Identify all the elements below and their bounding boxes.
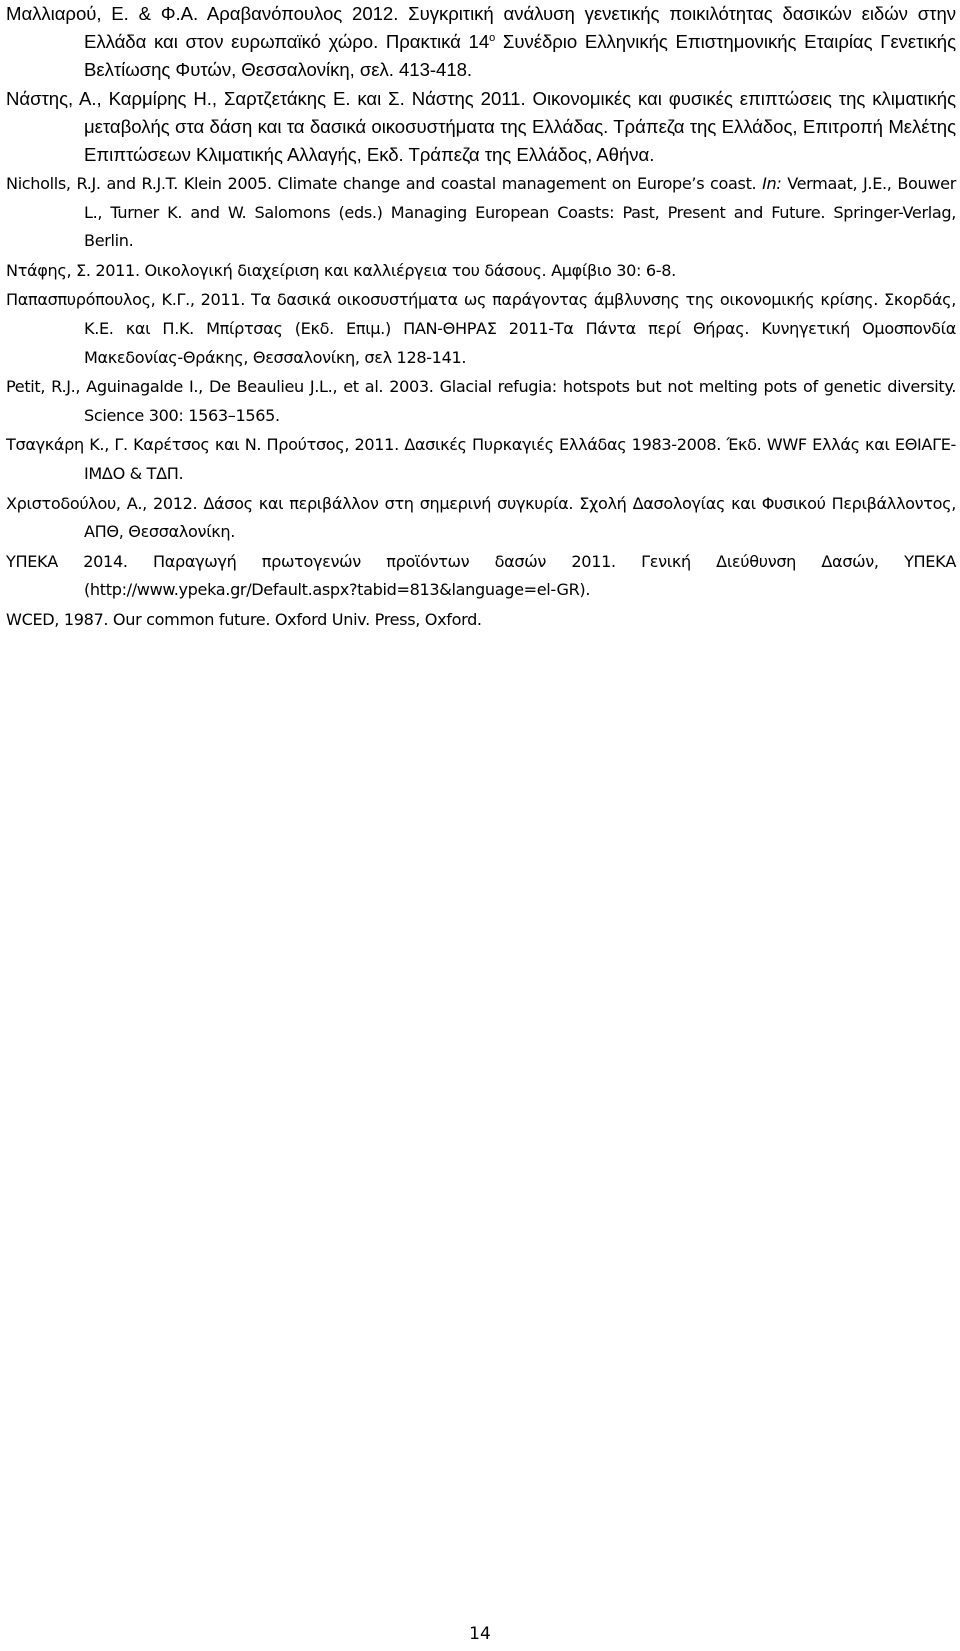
reference-entry bbox=[6, 548, 956, 605]
reference-entry bbox=[6, 606, 956, 635]
reference-entry bbox=[6, 85, 956, 169]
reference-text: Petit, R.J., Aguinagalde I., De Beaulieu J.L., et al. 2003. Glacial refugia: hotspots but not melting pots of genetic diversity. Science 300: 1563–1565. bbox=[6, 377, 956, 425]
reference-entry bbox=[6, 431, 956, 488]
reference-text: Νάστης, Α., Καρμίρης Η., Σαρτζετάκης Ε. και Σ. Νάστης 2011. Οικονομικές και φυσικές επιπτώσεις της κλιματικής μεταβολής στα δάση και τα δασικά οικοσυστήματα της Ελλάδας. Τράπεζα της Ελλάδος, Επιτροπή Μελέτης Επιπτώσεων Κλιματικής Αλλαγής, Εκδ. Τράπεζα της Ελλάδος, Αθήνα. bbox=[6, 88, 956, 165]
reference-text: ΥΠΕΚΑ 2014. Παραγωγή πρωτογενών προϊόντων δασών 2011. Γενική Διεύθυνση Δασών, ΥΠΕΚΑ (http://www.ypeka.gr/Default.aspx?tabid=813&language=el-GR). bbox=[6, 551, 956, 600]
reference-text: Χριστοδούλου, Α., 2012. Δάσος και περιβάλλον στη σημερινή συγκυρία. Σχολή Δασολογίας και Φυσικού Περιβάλλοντος, ΑΠΘ, Θεσσαλονίκη. bbox=[6, 493, 956, 542]
reference-text: Μαλλιαρού, Ε. & Φ.Α. Αραβανόπουλος 2012. Συγκριτική ανάλυση γενετικής ποικιλότητας δασικών ειδών στην Ελλάδα και στον ευρωπαϊκό χώρο. Πρακτικά 14 bbox=[6, 3, 956, 52]
page-number: 14 bbox=[469, 1624, 491, 1644]
reference-entry bbox=[6, 373, 956, 430]
reference-entry bbox=[6, 0, 956, 84]
reference-text: Συνέδριο Ελληνικής Επιστημονικής Εταιρίας Γενετικής Βελτίωσης Φυτών, Θεσσαλονίκη, σελ. 413-418. bbox=[84, 31, 956, 80]
superscript-ordinal: ο bbox=[489, 32, 496, 44]
reference-text: Nicholls, R.J. and R.J.T. Klein 2005. Climate change and coastal management on Europe’s coast. bbox=[6, 174, 763, 193]
reference-entry bbox=[6, 490, 956, 547]
reference-entry bbox=[6, 286, 956, 372]
reference-entry bbox=[6, 257, 956, 286]
reference-text: Τσαγκάρη Κ., Γ. Καρέτσος και Ν. Προύτσος, 2011. Δασικές Πυρκαγιές Ελλάδας 1983-2008. Έκδ. WWF Ελλάς και ΕΘΙΑΓΕ-ΙΜΔΟ & ΤΔΠ. bbox=[6, 435, 956, 483]
reference-text: Παπασπυρόπουλος, Κ.Γ., 2011. Τα δασικά οικοσυστήματα ως παράγοντας άμβλυνσης της οικονομικής κρίσης. Σκορδάς, Κ.Ε. και Π.Κ. Μπίρτσας (Εκδ. Επιμ.) ΠΑΝ-ΘΗΡΑΣ 2011-Τα Πάντα περί Θήρας. Κυνηγετική Ομοσπονδία Μακεδονίας-Θράκης, Θεσσαλονίκη, σελ 128-141. bbox=[6, 290, 956, 367]
reference-text: Ντάφης, Σ. 2011. Οικολογική διαχείριση και καλλιέργεια του δάσους. Αμφίβιο 30: 6-8. bbox=[6, 260, 676, 280]
reference-list bbox=[6, 0, 956, 635]
reference-text: WCED, 1987. Our common future. Oxford Univ. Press, Oxford. bbox=[6, 609, 482, 629]
reference-entry bbox=[6, 170, 956, 256]
in-label: In: bbox=[762, 174, 782, 193]
reference-text: Vermaat, J.E., Bouwer L., Turner K. and W. Salomons (eds.) Managing European Coasts: Past, Present and Future. Springer-Verlag, Berlin. bbox=[84, 174, 957, 251]
